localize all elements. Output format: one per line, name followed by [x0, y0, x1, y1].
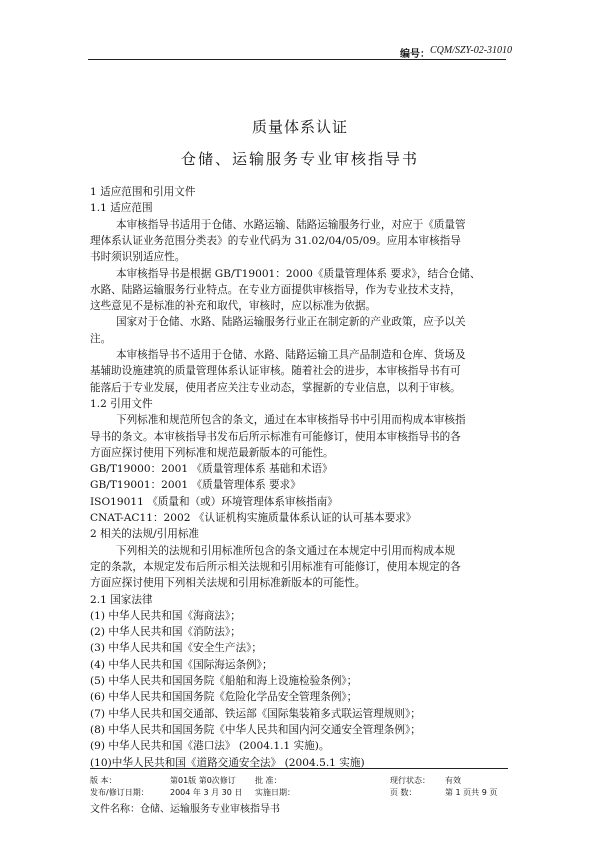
- body-line: (9) 中华人民共和国《港口法》 (2004.1.1 实施)。: [90, 740, 330, 753]
- document-subtitle: 仓储、运输服务专业审核指导书: [180, 150, 419, 168]
- body-line: 1.1 适应范围: [90, 202, 153, 215]
- pages-label: 页 数：: [390, 788, 417, 797]
- body-line: 这些意见不是标准的补充和取代，审核时，应以标准为依据。: [90, 300, 377, 313]
- body-line: 书时须识别适应性。: [90, 251, 186, 264]
- body-line: (10)中华人民共和国《道路交通安全法》 (2004.5.1 实施): [90, 756, 365, 769]
- body-line: 方面应探讨使用下列标准和规范最新版本的可能性。: [90, 446, 334, 459]
- body-line: GB/T19001：2001 《质量管理体系 要求》: [90, 479, 301, 492]
- doc-number-label: 编号：: [400, 49, 430, 60]
- footer-rule: [90, 768, 508, 769]
- issue-date-value: 2004 年 3 月 30 日: [170, 788, 243, 797]
- document-title: 质量体系认证: [251, 118, 348, 136]
- status-value: 有效: [445, 776, 461, 785]
- body-line: 注。: [90, 332, 112, 345]
- body-line: (2) 中华人民共和国《消防法》；: [90, 626, 241, 639]
- body-line: 理体系认证业务范围分类表》的专业代码为 31.02/04/05/09。应用本审核指导: [90, 234, 461, 247]
- body-line: (8) 中华人民共和国国务院《中华人民共和国内河交通安全管理条例》；: [90, 723, 421, 736]
- body-line: 基辅助设施建筑的质量管理体系认证审核。随着社会的进步，本审核指导书有可: [90, 365, 461, 378]
- body-line: 方面应探讨使用下列相关法规和引用标准新版本的可能性。: [90, 577, 366, 590]
- doc-number-value: CQM/SZY-02-31010: [430, 45, 513, 56]
- body-line: 水路、陆路运输服务行业特点。在专业方面提供审核指导，作为专业技术支持，: [90, 283, 461, 296]
- body-line: (3) 中华人民共和国《安全生产法》；: [90, 642, 262, 655]
- file-name: 文件名称：仓储、运输服务专业审核指导书: [90, 804, 280, 815]
- body-line: 2 相关的法规/引用标准: [90, 528, 200, 541]
- body-line: 能落后于专业发展，使用者应关注专业动态，掌握新的专业信息，以利于审核。: [90, 381, 461, 394]
- body-line: 下列相关的法规和引用标准所包含的条文通过在本规定中引用而构成本规: [116, 544, 455, 557]
- body-line: GB/T19000：2001 《质量管理体系 基础和术语》: [90, 463, 333, 476]
- version-label: 版 本：: [90, 776, 117, 785]
- body-line: 1 适应范围和引用文件: [90, 186, 196, 198]
- body-line: 本审核指导书不适用于仓储、水路、陆路运输工具产品制造和仓库、货场及: [116, 349, 466, 361]
- status-label: 现行状态：: [390, 776, 430, 785]
- body-line: 本审核指导书是根据 GB/T19001：2000《质量管理体系 要求》，结合仓储、: [116, 267, 481, 280]
- body-line: (5) 中华人民共和国国务院《船舶和海上设施检验条例》；: [90, 675, 358, 687]
- body-line: 导书的条文。本审核指导书发布后所示标准有可能修订，使用本审核指导书的各: [90, 430, 461, 443]
- body-line: (6) 中华人民共和国国务院《危险化学品安全管理条例》；: [90, 691, 358, 704]
- body-line: CNAT-AC11：2002 《认证机构实施质量体系认证的认可基本要求》: [90, 512, 417, 524]
- body-line: 定的条款，本规定发布后所示相关法规和引用标准有可能修订，使用本规定的各: [90, 560, 461, 573]
- pages-value: 第 1 页共 9 页: [445, 788, 498, 797]
- body-line: 2.1 国家法律: [90, 593, 153, 606]
- body-line: (4) 中华人民共和国《国际海运条例》；: [90, 658, 273, 671]
- body-line: 国家对于仓储、水路、陆路运输服务行业正在制定新的产业政策，应予以关: [116, 316, 466, 329]
- body-line: (1) 中华人民共和国《海商法》；: [90, 609, 241, 622]
- body-line: 下列标准和规范所包含的条文，通过在本审核指导书中引用而构成本审核指: [116, 414, 466, 427]
- approve-label: 批 准：: [255, 776, 282, 785]
- header-rule: [88, 59, 506, 60]
- body-line: 1.2 引用文件: [90, 397, 153, 410]
- body-line: 本审核指导书适用于仓储、水路运输、陆路运输服务行业，对应于《质量管: [116, 218, 466, 231]
- body-line: ISO19011 《质量和（或）环境管理体系审核指南》: [90, 495, 338, 508]
- effective-date-label: 实施日期：: [255, 788, 295, 797]
- body-line: (7) 中华人民共和国交通部、铁运部《国际集装箱多式联运管理规则》；: [90, 707, 421, 720]
- issue-date-label: 发布/修订日期：: [90, 788, 149, 797]
- version-value: 第01版 第0次修订: [170, 776, 236, 785]
